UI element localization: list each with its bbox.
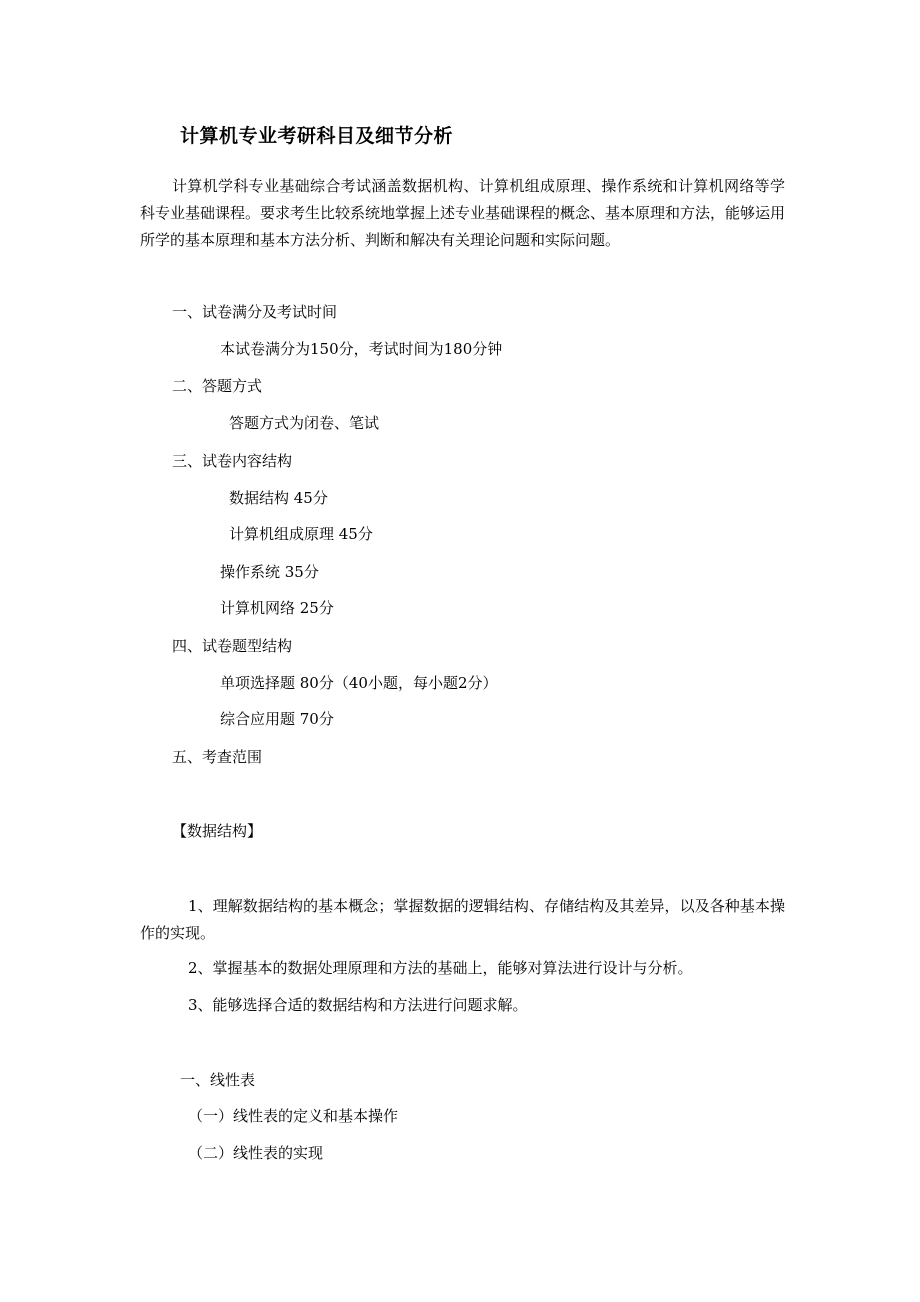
data-structure-point: 1、理解数据结构的基本概念；掌握数据的逻辑结构、存储结构及其差异，以及各种基本操作的实现。 — [140, 897, 785, 942]
section-5-heading: 五、考查范围 — [172, 748, 263, 766]
linear-list-sub: （二）线性表的实现 — [188, 1144, 324, 1162]
section-4-heading: 四、试卷题型结构 — [172, 637, 293, 655]
section-4-item: 综合应用题 70分 — [220, 710, 334, 728]
section-1-heading: 一、试卷满分及考试时间 — [172, 303, 338, 321]
data-structure-heading: 【数据结构】 — [172, 822, 263, 840]
linear-list-sub: （一）线性表的定义和基本操作 — [188, 1107, 399, 1125]
section-3-item: 操作系统 35分 — [220, 563, 319, 581]
page-title: 计算机专业考研科目及细节分析 — [180, 125, 454, 147]
data-structure-point: 3、能够选择合适的数据结构和方法进行问题求解。 — [188, 996, 528, 1014]
section-3-item: 数据结构 45分 — [229, 489, 328, 507]
section-3-item: 计算机组成原理 45分 — [229, 525, 373, 543]
section-2-heading: 二、答题方式 — [172, 377, 263, 395]
section-1-body: 本试卷满分为150分，考试时间为180分钟 — [220, 340, 503, 358]
section-4-item: 单项选择题 80分（40小题，每小题2分） — [220, 674, 498, 692]
section-3-item: 计算机网络 25分 — [220, 599, 334, 617]
data-structure-point: 2、掌握基本的数据处理原理和方法的基础上，能够对算法进行设计与分析。 — [188, 959, 693, 977]
intro-paragraph: 计算机学科专业基础综合考试涵盖数据机构、计算机组成原理、操作系统和计算机网络等学科专业基础课程。要求考生比较系统地掌握上述专业基础课程的概念、基本原理和方法，能够运用所学的基本原理和基本方法分析、判断和解决有关理论问题和实际问题。 — [140, 177, 786, 249]
section-2-body: 答题方式为闭卷、笔试 — [229, 414, 380, 432]
section-3-heading: 三、试卷内容结构 — [172, 452, 293, 470]
linear-list-heading: 一、线性表 — [180, 1071, 256, 1089]
